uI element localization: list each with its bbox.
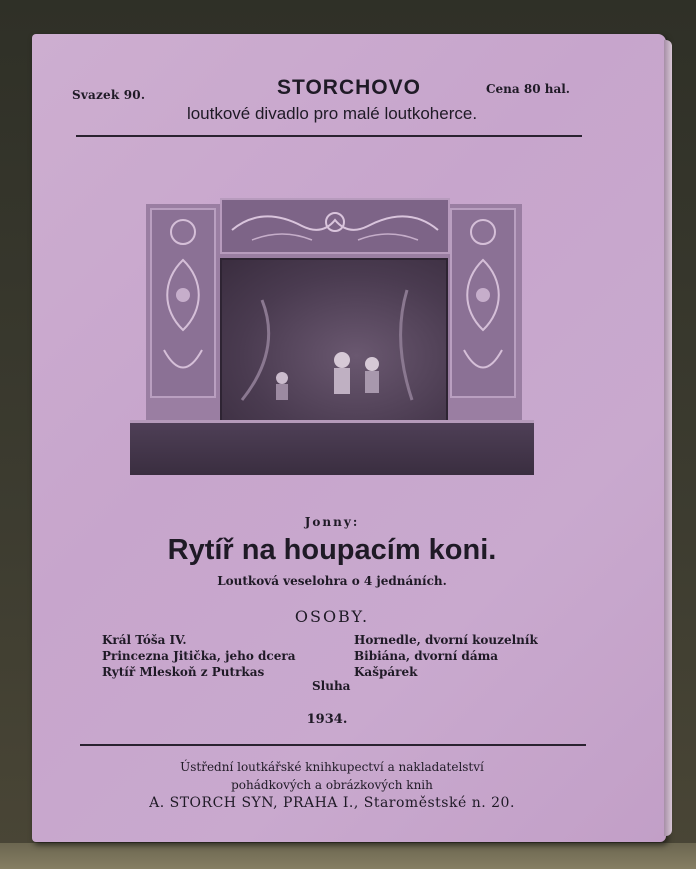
flower-ornament-icon	[452, 210, 514, 396]
publisher-address: A. STORCH SYN, PRAHA I., Staroměstské n. 20.	[149, 795, 515, 811]
cast-list-right	[354, 632, 538, 680]
author-name: Jonny:	[304, 515, 360, 529]
cast-member: Bibiána, dvorní dáma	[354, 649, 499, 663]
ornament-icon	[222, 200, 448, 252]
theater-right-column	[450, 208, 516, 398]
cast-list-left	[102, 632, 295, 680]
volume-number: Svazek 90.	[72, 88, 146, 102]
theater-top-ornament	[220, 198, 450, 254]
theater-left-column	[150, 208, 216, 398]
price-label: Cena 80 hal.	[486, 82, 570, 96]
booklet-cover	[32, 34, 666, 842]
header-divider	[76, 135, 582, 137]
cast-member: Princezna Jitička, jeho dcera	[102, 649, 296, 663]
stage-opening	[220, 258, 448, 422]
cast-member: Rytíř Mleskoň z Putrkas	[102, 665, 265, 679]
cast-member: Hornedle, dvorní kouzelník	[354, 633, 538, 647]
stage-base	[130, 420, 534, 475]
flower-ornament-icon	[152, 210, 214, 396]
series-subtitle: loutkové divadlo pro malé loutkoherce.	[186, 104, 478, 123]
cast-heading: OSOBY.	[294, 607, 370, 626]
publisher-line-1: Ústřední loutkářské knihkupectví a nakladatelství	[180, 760, 484, 774]
publisher-line-2: pohádkových a obrázkových knih	[231, 778, 433, 792]
series-title: STORCHOVO	[277, 76, 421, 99]
shelf	[0, 843, 696, 869]
puppets-scene-icon	[222, 260, 446, 420]
play-subtitle: Loutková veselohra o 4 jednáních.	[217, 574, 447, 588]
cast-member-center: Sluha	[312, 679, 351, 693]
publication-year: 1934.	[306, 712, 348, 727]
cast-member: Kašpárek	[354, 665, 418, 679]
play-title: Rytíř na houpacím koni.	[167, 534, 497, 566]
footer-divider	[80, 744, 586, 746]
page-edge	[664, 40, 672, 836]
cast-member: Král Tóša IV.	[102, 633, 187, 647]
puppet-theater-illustration	[130, 188, 534, 472]
